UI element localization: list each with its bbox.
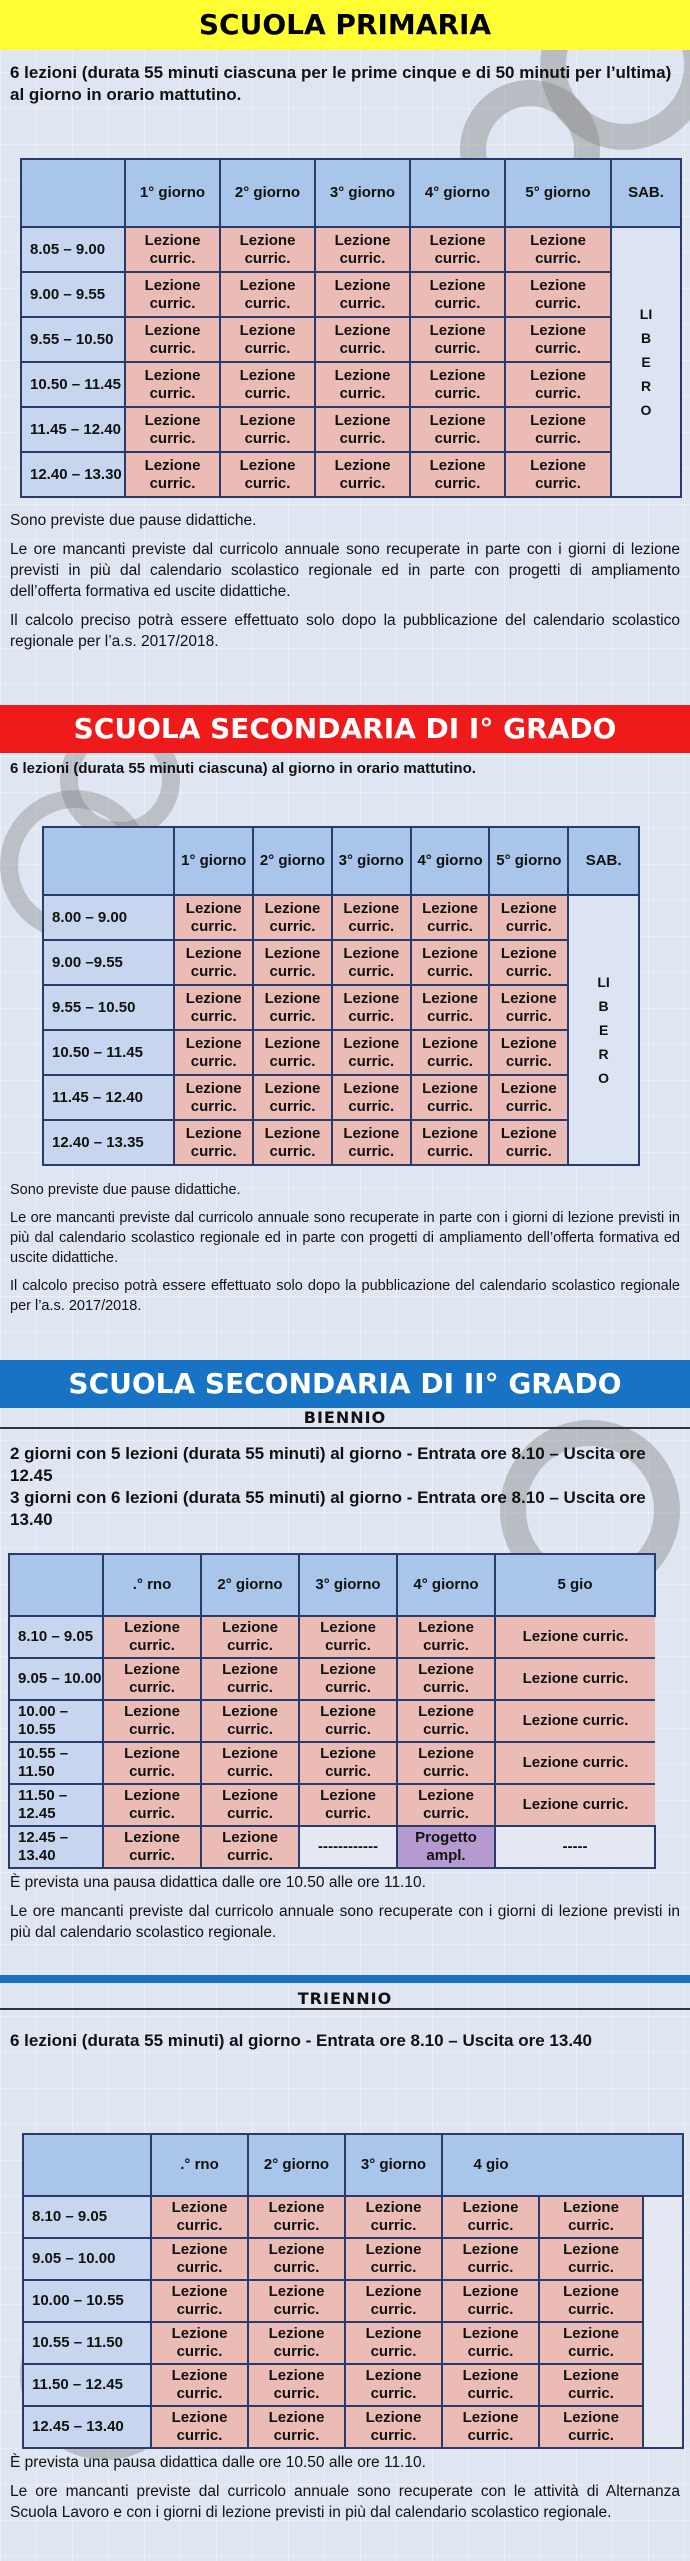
day-header: 1° giorno <box>125 159 220 227</box>
lesson-cell: Lezione curric. <box>539 2364 643 2406</box>
lesson-cell: Lezione curric. <box>332 985 411 1030</box>
lesson-cell: Lezione curric. <box>505 227 611 272</box>
day-header: 2° giorno <box>201 1554 299 1616</box>
lesson-cell: Lezione curric. <box>201 1784 299 1826</box>
lesson-cell: Lezione curric. <box>315 227 410 272</box>
day-header: .° rno <box>151 2134 248 2196</box>
lesson-cell: Lezione curric. <box>411 940 490 985</box>
lesson-cell: Lezione curric. <box>397 1658 495 1700</box>
lesson-cell: Lezione curric. <box>411 1120 490 1165</box>
note: Sono previste due pause didattiche. <box>10 512 257 529</box>
lesson-cell: Lezione curric. <box>397 1742 495 1784</box>
lesson-cell: Lezione curric. <box>201 1700 299 1742</box>
table-row <box>9 1784 655 1826</box>
lesson-cell: Lezione curric. <box>410 407 505 452</box>
table-row <box>9 1742 655 1784</box>
time-slot: 8.10 – 9.05 <box>23 2196 151 2238</box>
lesson-cell: Lezione curric. <box>539 2280 643 2322</box>
table-row <box>23 2406 683 2448</box>
primaria-notes <box>0 510 690 660</box>
lesson-cell: Lezione curric. <box>248 2406 345 2448</box>
lesson-cell: Lezione curric. <box>495 1658 655 1700</box>
lesson-cell: Lezione curric. <box>151 2196 248 2238</box>
lesson-cell: Lezione curric. <box>345 2406 442 2448</box>
time-slot: 8.05 – 9.00 <box>21 227 125 272</box>
day-header: .° rno <box>103 1554 201 1616</box>
lesson-cell: Lezione curric. <box>505 317 611 362</box>
lesson-cell: Lezione curric. <box>489 1030 568 1075</box>
lesson-cell: Lezione curric. <box>220 317 315 362</box>
lesson-cell: Lezione curric. <box>397 1700 495 1742</box>
lesson-cell: Lezione curric. <box>539 2238 643 2280</box>
lesson-cell: Lezione curric. <box>505 452 611 497</box>
day-header: 2° giorno <box>253 827 332 895</box>
lesson-cell: Lezione curric. <box>505 362 611 407</box>
biennio-notes <box>0 1872 690 1951</box>
lesson-cell: Lezione curric. <box>411 985 490 1030</box>
lesson-cell: Lezione curric. <box>442 2238 539 2280</box>
time-slot: 9.55 – 10.50 <box>21 317 125 362</box>
lesson-cell: Lezione curric. <box>332 1030 411 1075</box>
lesson-cell: Lezione curric. <box>495 1742 655 1784</box>
table-row <box>23 2364 683 2406</box>
lesson-cell: Lezione curric. <box>495 1784 655 1826</box>
table-row <box>9 1616 655 1658</box>
secondaria1-lead: 6 lezioni (durata 55 minuti ciascuna) al giorno in orario mattutino. <box>10 760 476 777</box>
table-row <box>21 227 681 272</box>
lesson-cell: Lezione curric. <box>248 2364 345 2406</box>
day-header: 5° giorno <box>505 159 611 227</box>
subtitle-triennio: TRIENNIO <box>0 1989 690 2010</box>
time-slot: 11.50 – 12.45 <box>9 1784 103 1826</box>
secondaria1-notes <box>0 1180 690 1324</box>
primaria-lead: 6 lezioni (durata 55 minuti ciascuna per le prime cinque e di 50 minuti per l’ultima) al giorno in orario mattutino. <box>10 63 672 104</box>
lesson-cell: Lezione curric. <box>315 407 410 452</box>
day-header: 1° giorno <box>174 827 253 895</box>
lesson-cell: Lezione curric. <box>253 1120 332 1165</box>
lesson-cell: Lezione curric. <box>397 1784 495 1826</box>
day-header: 4° giorno <box>411 827 490 895</box>
corner-header <box>21 159 125 227</box>
time-slot: 11.50 – 12.45 <box>23 2364 151 2406</box>
lesson-cell: Lezione curric. <box>489 985 568 1030</box>
lesson-cell: Lezione curric. <box>253 1030 332 1075</box>
section-triennio <box>0 1975 690 2052</box>
triennio-notes <box>0 2452 690 2531</box>
banner-secondaria-2: SCUOLA SECONDARIA DI II° GRADO <box>0 1360 690 1408</box>
lesson-cell: Lezione curric. <box>201 1742 299 1784</box>
time-slot: 9.05 – 10.00 <box>23 2238 151 2280</box>
note: Le ore mancanti previste dal curricolo annuale sono recuperate in parte con i giorni di lezione previsti in più dal calendario scolastico regionale ed in parte con progetti di ampliamento dell’offerta formativa ed uscite didattiche. <box>10 1210 680 1266</box>
lesson-cell: Lezione curric. <box>345 2196 442 2238</box>
subtitle-biennio: BIENNIO <box>0 1408 690 1429</box>
lesson-cell: Lezione curric. <box>201 1658 299 1700</box>
lesson-cell: Lezione curric. <box>174 985 253 1030</box>
day-header: 4° giorno <box>410 159 505 227</box>
timetable-primaria <box>20 158 682 498</box>
triennio-lead: 6 lezioni (durata 55 minuti) al giorno - Entrata ore 8.10 – Uscita ore 13.40 <box>10 2031 592 2050</box>
lesson-cell: Lezione curric. <box>299 1742 397 1784</box>
lesson-cell: Lezione curric. <box>489 1120 568 1165</box>
project-cell: Progetto ampl. <box>397 1826 495 1868</box>
time-slot: 9.00 – 9.55 <box>21 272 125 317</box>
lesson-cell: Lezione curric. <box>539 2322 643 2364</box>
saturday-free-cell <box>568 895 639 1165</box>
lesson-cell: Lezione curric. <box>220 407 315 452</box>
lesson-cell: Lezione curric. <box>103 1826 201 1868</box>
table-row <box>43 1030 639 1075</box>
time-slot: 11.45 – 12.40 <box>43 1075 174 1120</box>
lesson-cell: Lezione curric. <box>174 940 253 985</box>
lesson-cell: Lezione curric. <box>174 1075 253 1120</box>
day-header: 4° giorno <box>397 1554 495 1616</box>
table-row <box>21 407 681 452</box>
lesson-cell: Lezione curric. <box>539 2196 643 2238</box>
lesson-cell: Lezione curric. <box>248 2196 345 2238</box>
lesson-cell: Lezione curric. <box>125 272 220 317</box>
note: Sono previste due pause didattiche. <box>10 1182 241 1198</box>
corner-header <box>43 827 174 895</box>
lesson-cell: Lezione curric. <box>397 1616 495 1658</box>
time-slot: 9.00 –9.55 <box>43 940 174 985</box>
day-header: SAB. <box>611 159 681 227</box>
lesson-cell: Lezione curric. <box>332 1075 411 1120</box>
timetable-secondaria-1 <box>42 826 640 1166</box>
lesson-cell: Lezione curric. <box>299 1700 397 1742</box>
day-header: 5 gio <box>495 1554 655 1616</box>
lesson-cell: Lezione curric. <box>505 407 611 452</box>
lesson-cell: Lezione curric. <box>505 272 611 317</box>
table-row <box>43 985 639 1030</box>
day-header: 3° giorno <box>299 1554 397 1616</box>
lesson-cell: Lezione curric. <box>315 272 410 317</box>
day-header: 3° giorno <box>332 827 411 895</box>
biennio-lead-1: 2 giorni con 5 lezioni (durata 55 minuti) al giorno - Entrata ore 8.10 – Uscita ore 12.45 <box>10 1444 646 1485</box>
libero-label: LIBERO <box>597 974 610 1086</box>
corner-header <box>23 2134 151 2196</box>
day-header: 2° giorno <box>248 2134 345 2196</box>
lesson-cell: Lezione curric. <box>442 2196 539 2238</box>
lesson-cell: Lezione curric. <box>201 1616 299 1658</box>
day-header: 4 gio <box>442 2134 539 2196</box>
lesson-cell: Lezione curric. <box>201 1826 299 1868</box>
time-slot: 9.55 – 10.50 <box>43 985 174 1030</box>
lesson-cell: Lezione curric. <box>248 2238 345 2280</box>
lesson-cell: Lezione curric. <box>299 1784 397 1826</box>
lesson-cell: Lezione curric. <box>220 452 315 497</box>
lesson-cell: Lezione curric. <box>125 227 220 272</box>
time-slot: 10.00 – 10.55 <box>9 1700 103 1742</box>
lesson-cell: Lezione curric. <box>410 227 505 272</box>
time-slot: 10.55 – 11.50 <box>23 2322 151 2364</box>
lesson-cell: Lezione curric. <box>220 227 315 272</box>
time-slot: 12.40 – 13.30 <box>21 452 125 497</box>
lesson-cell: Lezione curric. <box>125 362 220 407</box>
lesson-cell: Lezione curric. <box>332 1120 411 1165</box>
lesson-cell: Lezione curric. <box>151 2322 248 2364</box>
lesson-cell: Lezione curric. <box>125 407 220 452</box>
empty-slot: ------------ <box>299 1826 397 1868</box>
lesson-cell: Lezione curric. <box>411 1030 490 1075</box>
lesson-cell: Lezione curric. <box>151 2406 248 2448</box>
lesson-cell: Lezione curric. <box>103 1616 201 1658</box>
lesson-cell: Lezione curric. <box>345 2238 442 2280</box>
lesson-cell: Lezione curric. <box>539 2406 643 2448</box>
table-row <box>23 2322 683 2364</box>
lesson-cell: Lezione curric. <box>410 272 505 317</box>
lesson-cell: Lezione curric. <box>345 2364 442 2406</box>
table-row <box>21 362 681 407</box>
banner-primaria: SCUOLA PRIMARIA <box>0 0 690 50</box>
table-row <box>43 1120 639 1165</box>
libero-label: LIBERO <box>639 306 653 418</box>
timetable-triennio <box>22 2133 684 2449</box>
lesson-cell: Lezione curric. <box>489 1075 568 1120</box>
table-row <box>9 1658 655 1700</box>
lesson-cell: Lezione curric. <box>174 895 253 940</box>
lesson-cell: Lezione curric. <box>253 895 332 940</box>
time-slot: 10.00 – 10.55 <box>23 2280 151 2322</box>
table-row <box>21 317 681 362</box>
section-secondaria-1 <box>0 705 690 779</box>
table-row <box>21 272 681 317</box>
lesson-cell: Lezione curric. <box>103 1700 201 1742</box>
empty-slot: ----- <box>495 1826 655 1868</box>
time-slot: 9.05 – 10.00 <box>9 1658 103 1700</box>
time-slot: 10.55 – 11.50 <box>9 1742 103 1784</box>
lesson-cell: Lezione curric. <box>495 1700 655 1742</box>
lesson-cell: Lezione curric. <box>411 895 490 940</box>
lesson-cell: Lezione curric. <box>125 452 220 497</box>
lesson-cell: Lezione curric. <box>442 2406 539 2448</box>
day-header: 3° giorno <box>315 159 410 227</box>
lesson-cell: Lezione curric. <box>151 2280 248 2322</box>
lesson-cell: Lezione curric. <box>489 940 568 985</box>
time-slot: 11.45 – 12.40 <box>21 407 125 452</box>
lesson-cell: Lezione curric. <box>253 940 332 985</box>
lesson-cell: Lezione curric. <box>248 2322 345 2364</box>
lesson-cell: Lezione curric. <box>345 2322 442 2364</box>
table-row <box>23 2238 683 2280</box>
time-slot: 12.45 – 13.40 <box>23 2406 151 2448</box>
timetable-biennio <box>8 1553 656 1869</box>
lesson-cell: Lezione curric. <box>174 1030 253 1075</box>
lesson-cell: Lezione curric. <box>103 1784 201 1826</box>
time-slot: 12.45 – 13.40 <box>9 1826 103 1868</box>
lesson-cell: Lezione curric. <box>410 362 505 407</box>
lesson-cell: Lezione curric. <box>174 1120 253 1165</box>
table-row <box>23 2196 683 2238</box>
day-header: 3° giorno <box>345 2134 442 2196</box>
biennio-lead-2: 3 giorni con 6 lezioni (durata 55 minuti) al giorno - Entrata ore 8.10 – Uscita ore 13.40 <box>10 1488 646 1529</box>
lesson-cell: Lezione curric. <box>442 2364 539 2406</box>
lesson-cell: Lezione curric. <box>442 2322 539 2364</box>
lesson-cell: Lezione curric. <box>332 895 411 940</box>
section-secondaria-2 <box>0 1360 690 1531</box>
time-slot: 12.40 – 13.35 <box>43 1120 174 1165</box>
lesson-cell: Lezione curric. <box>410 452 505 497</box>
table-row <box>43 1075 639 1120</box>
note: Le ore mancanti previste dal curricolo annuale sono recuperate con le attività di Alternanza Scuola Lavoro e con i giorni di lezione previsti in più dal calendario scolastico regionale. <box>10 2483 680 2521</box>
empty-column <box>643 2196 683 2448</box>
table-row <box>21 452 681 497</box>
time-slot: 8.00 – 9.00 <box>43 895 174 940</box>
lesson-cell: Lezione curric. <box>315 317 410 362</box>
lesson-cell: Lezione curric. <box>220 362 315 407</box>
lesson-cell: Lezione curric. <box>103 1658 201 1700</box>
corner-header <box>9 1554 103 1616</box>
lesson-cell: Lezione curric. <box>103 1742 201 1784</box>
note: Il calcolo preciso potrà essere effettuato solo dopo la pubblicazione del calendario scolastico regionale per l’a.s. 2017/2018. <box>10 612 680 650</box>
day-header: 2° giorno <box>220 159 315 227</box>
lesson-cell: Lezione curric. <box>253 985 332 1030</box>
table-row <box>9 1700 655 1742</box>
lesson-cell: Lezione curric. <box>248 2280 345 2322</box>
table-row <box>43 940 639 985</box>
lesson-cell: Lezione curric. <box>315 452 410 497</box>
lesson-cell: Lezione curric. <box>151 2238 248 2280</box>
lesson-cell: Lezione curric. <box>442 2280 539 2322</box>
day-header: 5° giorno <box>489 827 568 895</box>
saturday-free-cell <box>611 227 681 497</box>
note: È prevista una pausa didattica dalle ore 10.50 alle ore 11.10. <box>10 2454 426 2471</box>
lesson-cell: Lezione curric. <box>489 895 568 940</box>
time-slot: 10.50 – 11.45 <box>43 1030 174 1075</box>
banner-secondaria-1: SCUOLA SECONDARIA DI I° GRADO <box>0 705 690 753</box>
lesson-cell: Lezione curric. <box>151 2364 248 2406</box>
time-slot: 8.10 – 9.05 <box>9 1616 103 1658</box>
lesson-cell: Lezione curric. <box>220 272 315 317</box>
day-header: SAB. <box>568 827 639 895</box>
lesson-cell: Lezione curric. <box>253 1075 332 1120</box>
day-header <box>539 2134 683 2196</box>
lesson-cell: Lezione curric. <box>345 2280 442 2322</box>
table-row <box>23 2280 683 2322</box>
note: Le ore mancanti previste dal curricolo annuale sono recuperate in parte con i giorni di lezione previsti in più dal calendario scolastico regionale ed in parte con progetti di ampliamento dell’offerta formativa ed uscite didattiche. <box>10 541 680 600</box>
lesson-cell: Lezione curric. <box>299 1616 397 1658</box>
time-slot: 10.50 – 11.45 <box>21 362 125 407</box>
lesson-cell: Lezione curric. <box>411 1075 490 1120</box>
note: Le ore mancanti previste dal curricolo annuale sono recuperate con i giorni di lezione previsti in più dal calendario scolastico regionale. <box>10 1903 680 1941</box>
table-row <box>43 895 639 940</box>
lesson-cell: Lezione curric. <box>410 317 505 362</box>
note: È prevista una pausa didattica dalle ore 10.50 alle ore 11.10. <box>10 1874 426 1891</box>
lesson-cell: Lezione curric. <box>495 1616 655 1658</box>
lesson-cell: Lezione curric. <box>299 1658 397 1700</box>
lesson-cell: Lezione curric. <box>315 362 410 407</box>
note: Il calcolo preciso potrà essere effettuato solo dopo la pubblicazione del calendario scolastico regionale per l’a.s. 2017/2018. <box>10 1278 680 1314</box>
lesson-cell: Lezione curric. <box>125 317 220 362</box>
table-row <box>9 1826 655 1868</box>
lesson-cell: Lezione curric. <box>332 940 411 985</box>
